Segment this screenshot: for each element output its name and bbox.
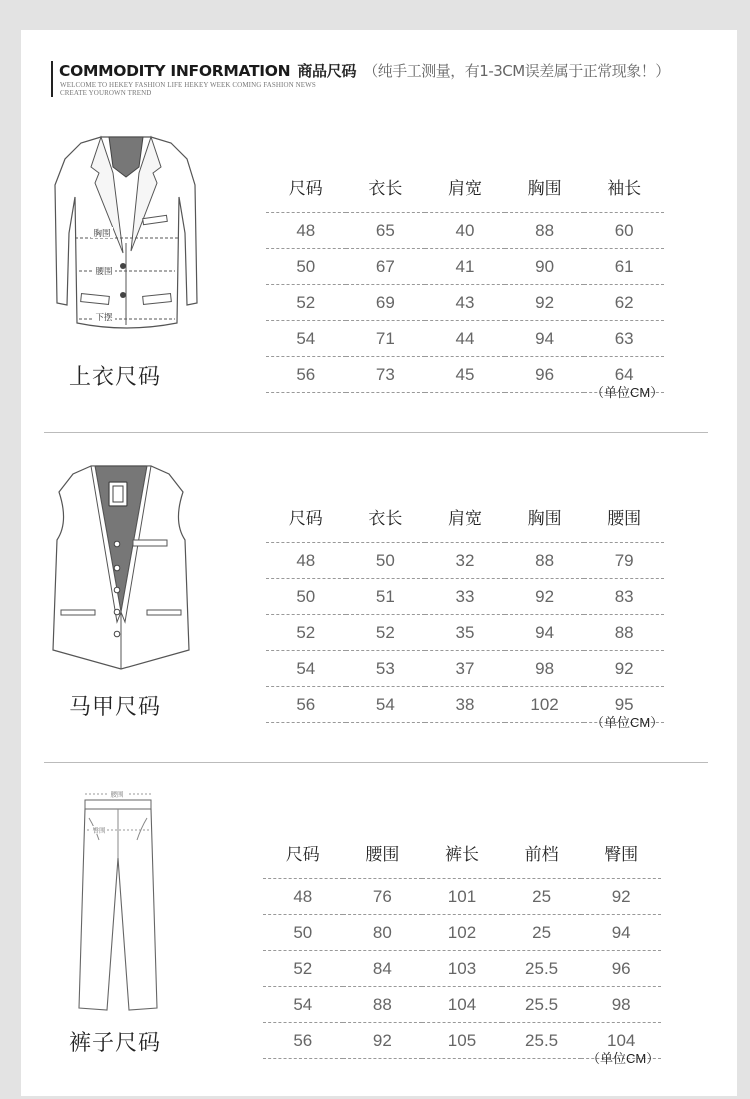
table-cell: 69 [346,285,426,321]
table-cell: 73 [346,357,426,393]
table-cell: 44 [425,321,505,357]
header-accent-bar [51,61,53,97]
table-row [266,285,664,321]
table-cell: 50 [266,249,346,285]
table-cell: 88 [343,987,423,1023]
table-cell: 103 [422,951,502,987]
header-title-en: COMMODITY INFORMATION [59,62,291,80]
table-row [266,615,664,651]
col-header: 尺码 [263,826,343,879]
table-cell: 92 [584,651,664,687]
table-cell: 45 [425,357,505,393]
header-subline-1: WELCOME TO HEKEY FASHION LIFE HEKEY WEEK COMING FASHION NEWS [60,81,316,89]
col-header: 衣长 [346,490,426,543]
table-cell: 50 [346,543,426,579]
jacket-section-label: 上衣尺码 [69,365,162,390]
table-cell: 96 [505,357,585,393]
table-cell: 52 [346,615,426,651]
header-measurement-note: （纯手工测量，有1-3CM误差属于正常现象！） [363,62,670,80]
table-cell: 88 [584,615,664,651]
col-header: 袖长 [584,160,664,213]
jacket-size-table [266,160,664,393]
table-cell: 48 [263,879,343,915]
header-title-cn: 商品尺码 [297,62,357,80]
table-cell: 105 [422,1023,502,1059]
table-cell: 48 [266,213,346,249]
section-divider [44,432,708,433]
table-cell: 56 [266,357,346,393]
table-cell: 54 [266,651,346,687]
table-cell: 104 [581,1023,661,1059]
table-row [263,987,661,1023]
jacket-unit-note: （单位CM） [591,385,664,400]
table-cell: 54 [263,987,343,1023]
col-header: 腰围 [343,826,423,879]
col-header: 衣长 [346,160,426,213]
table-cell: 60 [584,213,664,249]
table-cell: 102 [422,915,502,951]
vest-size-table [266,490,664,723]
table-cell: 95 [584,687,664,723]
table-cell: 56 [263,1023,343,1059]
table-cell: 54 [346,687,426,723]
table-cell: 25.5 [502,951,582,987]
table-row [263,915,661,951]
table-cell: 92 [343,1023,423,1059]
vest-section-label: 马甲尺码 [69,695,162,720]
table-cell: 48 [266,543,346,579]
table-row [266,651,664,687]
table-row [266,579,664,615]
table-row [266,543,664,579]
table-cell: 51 [346,579,426,615]
table-cell: 62 [584,285,664,321]
size-chart-sheet [21,30,737,1096]
table-cell: 104 [422,987,502,1023]
vest-illustration [51,462,193,670]
table-cell: 37 [425,651,505,687]
table-row [263,951,661,987]
table-cell: 65 [346,213,426,249]
col-header: 裤长 [422,826,502,879]
col-header: 前档 [502,826,582,879]
trousers-size-table [263,826,661,1059]
table-cell: 92 [505,579,585,615]
table-header-row [266,160,664,213]
col-header: 臀围 [581,826,661,879]
table-cell: 94 [505,615,585,651]
table-cell: 35 [425,615,505,651]
table-row [266,321,664,357]
table-cell: 101 [422,879,502,915]
table-cell: 38 [425,687,505,723]
table-row [263,879,661,915]
table-cell: 54 [266,321,346,357]
table-cell: 94 [581,915,661,951]
table-cell: 25.5 [502,1023,582,1059]
table-cell: 96 [581,951,661,987]
table-cell: 33 [425,579,505,615]
commodity-info-header [51,60,731,100]
table-row [266,213,664,249]
col-header: 腰围 [584,490,664,543]
table-cell: 52 [266,285,346,321]
table-cell: 50 [266,579,346,615]
table-cell: 25 [502,915,582,951]
col-header: 胸围 [505,490,585,543]
table-cell: 67 [346,249,426,285]
trousers-section-label: 裤子尺码 [69,1031,162,1056]
table-cell: 94 [505,321,585,357]
table-cell: 80 [343,915,423,951]
table-cell: 90 [505,249,585,285]
table-cell: 88 [505,213,585,249]
table-cell: 61 [584,249,664,285]
hem-measure-label: 下摆 [95,313,113,323]
table-cell: 88 [505,543,585,579]
trouser-waist-label: 腰围 [110,790,124,799]
section-divider [44,762,708,763]
table-cell: 102 [505,687,585,723]
trousers-unit-note: （单位CM） [587,1051,660,1066]
table-cell: 63 [584,321,664,357]
header-title [59,60,670,81]
table-cell: 53 [346,651,426,687]
table-cell: 79 [584,543,664,579]
table-cell: 92 [505,285,585,321]
col-header: 尺码 [266,490,346,543]
table-cell: 98 [505,651,585,687]
table-cell: 52 [266,615,346,651]
chest-measure-label: 胸围 [93,229,111,239]
table-cell: 71 [346,321,426,357]
col-header: 肩宽 [425,490,505,543]
table-row [266,249,664,285]
col-header: 肩宽 [425,160,505,213]
table-header-row [263,826,661,879]
table-cell: 32 [425,543,505,579]
col-header: 尺码 [266,160,346,213]
table-cell: 43 [425,285,505,321]
table-cell: 41 [425,249,505,285]
table-cell: 56 [266,687,346,723]
table-cell: 76 [343,879,423,915]
table-cell: 92 [581,879,661,915]
table-cell: 83 [584,579,664,615]
header-subline-2: CREATE YOUROWN TREND [60,89,152,97]
waist-measure-label: 腰围 [95,267,113,277]
table-cell: 25.5 [502,987,582,1023]
table-cell: 50 [263,915,343,951]
trousers-illustration [71,788,167,1018]
table-cell: 25 [502,879,582,915]
table-cell: 84 [343,951,423,987]
table-cell: 52 [263,951,343,987]
table-cell: 40 [425,213,505,249]
table-header-row [266,490,664,543]
trouser-hip-label: 臀围 [92,826,106,835]
vest-unit-note: （单位CM） [591,715,664,730]
col-header: 胸围 [505,160,585,213]
jacket-illustration [51,133,201,333]
table-cell: 98 [581,987,661,1023]
table-cell: 64 [584,357,664,393]
